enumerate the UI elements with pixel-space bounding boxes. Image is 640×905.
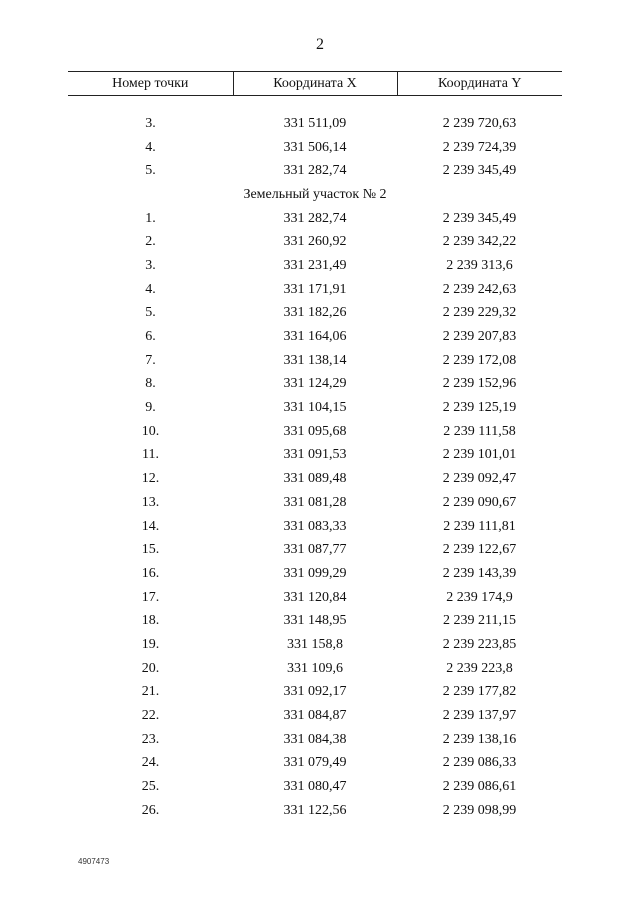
point-number-cell: 3.: [145, 115, 156, 131]
table-row: [68, 562, 562, 586]
table-row: [68, 136, 562, 160]
coordinate-x-cell: 331 089,48: [283, 471, 347, 487]
coordinate-x-cell: 331 087,77: [283, 542, 347, 558]
table-row: [68, 728, 562, 752]
table-header-row: [68, 72, 562, 96]
coordinate-y-cell: 2 239 111,58: [443, 423, 516, 439]
coordinate-x-cell: 331 120,84: [283, 589, 347, 605]
point-number-cell: 6.: [145, 329, 156, 345]
coordinate-y-cell: 2 239 229,32: [442, 305, 517, 321]
coordinate-x-cell: 331 079,49: [283, 755, 347, 771]
coordinate-y-cell: 2 239 101,01: [442, 447, 517, 463]
table-row: [68, 396, 562, 420]
coordinate-x-cell: 331 122,56: [283, 802, 347, 818]
coordinate-y-cell: 2 239 223,85: [442, 636, 517, 652]
document-code: 4907473: [78, 857, 110, 866]
coordinate-y-cell: 2 239 223,8: [446, 660, 513, 676]
coordinate-y-cell: 2 239 138,16: [442, 731, 517, 747]
table-row: [68, 373, 562, 397]
table-row: [68, 254, 562, 278]
coordinate-x-cell: 331 231,49: [283, 257, 347, 273]
table-row: [68, 775, 562, 799]
coordinate-y-cell: 2 239 342,22: [442, 234, 517, 250]
coordinate-y-cell: 2 239 098,99: [442, 802, 517, 818]
table-row: [68, 278, 562, 302]
coordinate-y-cell: 2 239 720,63: [442, 115, 517, 131]
table-row: [68, 609, 562, 633]
coordinate-x-cell: 331 099,29: [283, 565, 347, 581]
page-number: 2: [316, 36, 324, 53]
header-coordinate-x: Координата X: [233, 72, 397, 96]
coordinates-table: [68, 71, 562, 823]
point-number-cell: 7.: [145, 352, 156, 368]
header-coordinate-y: Координата Y: [397, 72, 562, 96]
coordinate-y-cell: 2 239 122,67: [442, 542, 517, 558]
coordinate-x-cell: 331 081,28: [283, 494, 347, 510]
table-row: [68, 633, 562, 657]
coordinate-x-cell: 331 282,74: [283, 163, 347, 179]
point-number-cell: 10.: [141, 423, 160, 439]
table-row: [68, 325, 562, 349]
coordinate-x-cell: 331 511,09: [283, 115, 347, 131]
table-row: [68, 230, 562, 254]
coordinate-x-cell: 331 506,14: [283, 139, 347, 155]
point-number-cell: 19.: [141, 636, 160, 652]
coordinate-y-cell: 2 239 211,15: [443, 613, 516, 629]
coordinate-x-cell: 331 282,74: [283, 210, 347, 226]
coordinate-x-cell: 331 164,06: [283, 329, 347, 345]
point-number-cell: 5.: [145, 305, 156, 321]
table-row: [68, 349, 562, 373]
coordinate-y-cell: 2 239 111,81: [443, 518, 516, 534]
coordinate-x-cell: 331 080,47: [283, 779, 347, 795]
table-row: [68, 302, 562, 326]
section-row: [68, 183, 562, 207]
table-spacer: [68, 96, 562, 113]
coordinate-y-cell: 2 239 724,39: [442, 139, 517, 155]
point-number-cell: 8.: [145, 376, 156, 392]
coordinate-x-cell: 331 109,6: [287, 660, 343, 676]
coordinate-x-cell: 331 260,92: [283, 234, 347, 250]
coordinate-x-cell: 331 124,29: [283, 376, 347, 392]
coordinate-y-cell: 2 239 174,9: [446, 589, 513, 605]
coordinate-y-cell: 2 239 207,83: [442, 329, 517, 345]
coordinate-x-cell: 331 095,68: [283, 423, 347, 439]
coordinate-y-cell: 2 239 125,19: [442, 400, 517, 416]
point-number-cell: 20.: [141, 660, 160, 676]
point-number-cell: 15.: [141, 542, 160, 558]
table-row: [68, 420, 562, 444]
coordinate-y-cell: 2 239 345,49: [442, 210, 517, 226]
table-row: [68, 159, 562, 183]
coordinate-y-cell: 2 239 345,49: [442, 163, 517, 179]
table-row: [68, 467, 562, 491]
point-number-cell: 26.: [141, 802, 160, 818]
table-row: [68, 657, 562, 681]
table-row: [68, 207, 562, 231]
point-number-cell: 5.: [145, 163, 156, 179]
coordinate-y-cell: 2 239 143,39: [442, 565, 517, 581]
point-number-cell: 23.: [141, 731, 160, 747]
coordinate-y-cell: 2 239 242,63: [442, 281, 517, 297]
point-number-cell: 9.: [145, 400, 156, 416]
coordinate-y-cell: 2 239 086,61: [442, 779, 517, 795]
table-row: [68, 538, 562, 562]
coordinate-x-cell: 331 158,8: [287, 636, 343, 652]
coordinate-x-cell: 331 084,87: [283, 708, 347, 724]
coordinate-y-cell: 2 239 177,82: [442, 684, 517, 700]
coordinate-y-cell: 2 239 137,97: [442, 708, 517, 724]
section-title: Земельный участок № 2: [243, 186, 387, 202]
table-row: [68, 444, 562, 468]
coordinate-y-cell: 2 239 086,33: [442, 755, 517, 771]
point-number-cell: 11.: [142, 447, 159, 463]
point-number-cell: 3.: [145, 257, 156, 273]
coordinate-x-cell: 331 182,26: [283, 305, 347, 321]
table-row: [68, 491, 562, 515]
coordinate-y-cell: 2 239 090,67: [442, 494, 517, 510]
point-number-cell: 14.: [141, 518, 160, 534]
point-number-cell: 12.: [141, 471, 160, 487]
point-number-cell: 17.: [141, 589, 160, 605]
coordinate-x-cell: 331 084,38: [283, 731, 347, 747]
coordinate-x-cell: 331 083,33: [283, 518, 347, 534]
coordinate-x-cell: 331 091,53: [283, 447, 347, 463]
point-number-cell: 22.: [141, 708, 160, 724]
coordinate-y-cell: 2 239 313,6: [446, 257, 513, 273]
coordinate-x-cell: 331 104,15: [283, 400, 347, 416]
point-number-cell: 4.: [145, 281, 156, 297]
table-row: [68, 515, 562, 539]
coordinate-y-cell: 2 239 092,47: [442, 471, 517, 487]
table-row: [68, 752, 562, 776]
point-number-cell: 1.: [145, 210, 156, 226]
point-number-cell: 4.: [145, 139, 156, 155]
point-number-cell: 13.: [141, 494, 160, 510]
point-number-cell: 2.: [145, 234, 156, 250]
table-row: [68, 704, 562, 728]
header-point-number: Номер точки: [68, 72, 233, 96]
table-row: [68, 681, 562, 705]
coordinate-x-cell: 331 171,91: [283, 281, 347, 297]
coordinate-y-cell: 2 239 172,08: [442, 352, 517, 368]
point-number-cell: 21.: [141, 684, 160, 700]
table-row: [68, 586, 562, 610]
point-number-cell: 16.: [141, 565, 160, 581]
point-number-cell: 18.: [141, 613, 160, 629]
point-number-cell: 24.: [141, 755, 160, 771]
table-body: [68, 96, 562, 823]
coordinate-x-cell: 331 148,95: [283, 613, 347, 629]
table-row: [68, 799, 562, 823]
coordinate-y-cell: 2 239 152,96: [442, 376, 517, 392]
table-row: [68, 112, 562, 136]
coordinate-x-cell: 331 138,14: [283, 352, 347, 368]
coordinate-x-cell: 331 092,17: [283, 684, 347, 700]
point-number-cell: 25.: [141, 779, 160, 795]
